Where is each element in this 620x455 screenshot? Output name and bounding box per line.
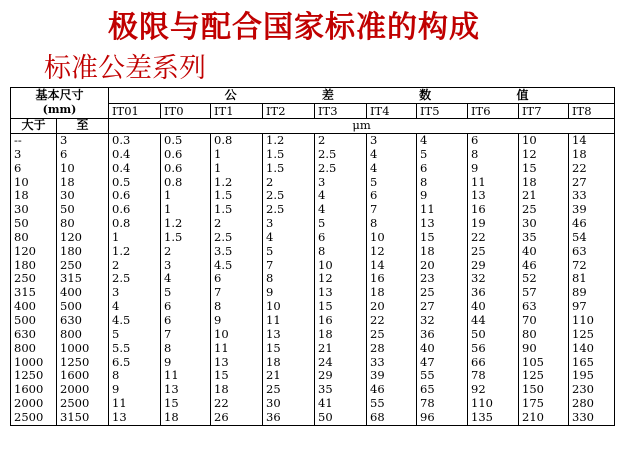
table-cell: 315	[60, 271, 82, 286]
table-cell: 11	[214, 340, 229, 355]
table-cell: 12	[318, 271, 333, 286]
table-cell: 50	[318, 409, 333, 424]
table-cell: 2	[266, 174, 274, 189]
table-cell: 15	[214, 368, 229, 383]
table-cell: 25	[420, 285, 435, 300]
table-cell: 30	[14, 202, 29, 217]
table-cell: 16	[471, 202, 486, 217]
basic-size-header	[11, 88, 109, 119]
table-cell: 3	[318, 174, 326, 189]
table-cell: 40	[522, 243, 537, 258]
table-cell: 6	[60, 146, 68, 161]
table-cell: 180	[14, 257, 36, 272]
table-cell: 500	[14, 312, 36, 327]
table-cell: 800	[60, 326, 82, 341]
table-cell: 5	[112, 326, 120, 341]
table-cell: 11	[420, 202, 435, 217]
table-cell: 63	[572, 243, 587, 258]
table-cell: 29	[471, 257, 486, 272]
table-cell: 2.5	[318, 160, 337, 175]
table-cell: 39	[370, 368, 385, 383]
table-cell: 1600	[14, 382, 44, 397]
table-cell: 330	[572, 409, 594, 424]
table-cell: 18	[420, 243, 435, 258]
table-cell: 16	[370, 271, 385, 286]
table-cell: 52	[522, 271, 537, 286]
table-cell: 0.3	[112, 133, 131, 147]
column-it3	[315, 134, 367, 426]
table-cell: 4	[112, 299, 120, 314]
table-cell: 8	[164, 340, 172, 355]
grade-header: IT4	[367, 104, 417, 119]
table-cell: 5	[318, 216, 326, 231]
table-cell: 250	[14, 271, 36, 286]
table-cell: 280	[572, 396, 594, 411]
basic-size-label: 基本尺寸	[35, 88, 84, 102]
table-cell: 33	[572, 188, 587, 203]
table-cell: 1.5	[164, 229, 183, 244]
table-cell: 30	[266, 396, 281, 411]
table-cell: 15	[318, 299, 333, 314]
table-cell: 16	[318, 312, 333, 327]
table-cell: 35	[522, 229, 537, 244]
table-cell: 9	[471, 160, 479, 175]
table-cell: 63	[522, 299, 537, 314]
table-cell: 165	[572, 354, 594, 369]
table-cell: 3	[112, 285, 120, 300]
table-cell: 18	[214, 382, 229, 397]
grade-header: IT2	[263, 104, 315, 119]
grade-header: IT3	[315, 104, 367, 119]
table-cell: 55	[420, 368, 435, 383]
table-cell: 3	[370, 133, 378, 147]
table-cell: 13	[318, 285, 333, 300]
table-cell: 4	[318, 202, 326, 217]
table-cell: 18	[14, 188, 29, 203]
table-cell: 6	[318, 229, 326, 244]
table-cell: 29	[318, 368, 333, 383]
table-cell: 41	[318, 396, 333, 411]
table-cell: 55	[370, 396, 385, 411]
grade-header: IT0	[161, 104, 211, 119]
table-cell: 15	[266, 340, 281, 355]
table-cell: 2500	[60, 396, 90, 411]
table-cell: 5	[266, 243, 274, 258]
table-cell: 15	[164, 396, 179, 411]
table-cell: 72	[572, 257, 587, 272]
table-cell: 57	[522, 285, 537, 300]
column-it7	[519, 134, 569, 426]
table-cell: 13	[112, 409, 127, 424]
table-cell: 18	[164, 409, 179, 424]
table-cell: 3	[14, 146, 22, 161]
table-cell: 21	[522, 188, 537, 203]
table-cell: 0.6	[164, 146, 183, 161]
table-cell: 50	[14, 216, 29, 231]
table-cell: 315	[14, 285, 36, 300]
table-cell: 0.8	[164, 174, 183, 189]
table-cell: 11	[266, 312, 281, 327]
table-cell: 2	[112, 257, 120, 272]
table-cell: 15	[420, 229, 435, 244]
table-cell: 1.2	[214, 174, 233, 189]
table-cell: 36	[471, 285, 486, 300]
table-cell: 56	[471, 340, 486, 355]
table-cell: 10	[214, 326, 229, 341]
table-cell: 28	[370, 340, 385, 355]
unit-label: μm	[109, 119, 615, 134]
table-cell: 47	[420, 354, 435, 369]
table-cell: 7	[370, 202, 378, 217]
table-cell: 120	[14, 243, 36, 258]
table-cell: 2500	[14, 409, 44, 424]
table-cell: 25	[522, 202, 537, 217]
table-cell: 18	[572, 146, 587, 161]
table-cell: 1.5	[266, 146, 285, 161]
table-cell: 3	[266, 216, 274, 231]
table-cell: 13	[471, 188, 486, 203]
table-cell: 10	[522, 133, 537, 147]
table-cell: 13	[266, 326, 281, 341]
table-cell: 8	[420, 174, 428, 189]
table-cell: 630	[60, 312, 82, 327]
table-cell: 1	[164, 202, 172, 217]
table-cell: 6	[370, 188, 378, 203]
grade-header: IT6	[468, 104, 519, 119]
table-cell: 0.8	[112, 216, 131, 231]
table-cell: 25	[370, 326, 385, 341]
table-cell: 4	[370, 160, 378, 175]
table-cell: 46	[370, 382, 385, 397]
slide-title: 极限与配合国家标准的构成	[108, 10, 480, 45]
table-cell: 0.6	[112, 188, 131, 203]
table-cell: 54	[572, 229, 587, 244]
table-cell: 1.2	[266, 133, 285, 147]
table-cell: 230	[572, 382, 594, 397]
table-cell: 500	[60, 299, 82, 314]
table-cell: 96	[420, 409, 435, 424]
grade-header: IT1	[211, 104, 263, 119]
grade-header: IT5	[417, 104, 468, 119]
grade-header: IT7	[519, 104, 569, 119]
table-cell: 26	[214, 409, 229, 424]
table-cell: 46	[572, 216, 587, 231]
table-cell: 5.5	[112, 340, 131, 355]
table-cell: 1	[214, 160, 222, 175]
table-cell: 6	[471, 133, 479, 147]
table-cell: 40	[420, 340, 435, 355]
table-cell: 1	[164, 188, 172, 203]
column-to	[57, 134, 109, 426]
table-cell: 0.8	[214, 133, 233, 147]
table-cell: 400	[60, 285, 82, 300]
table-cell: 9	[214, 312, 222, 327]
table-cell: 15	[522, 160, 537, 175]
slide-subtitle: 标准公差系列	[44, 53, 206, 84]
table-cell: 78	[471, 368, 486, 383]
table-cell: 11	[164, 368, 179, 383]
tolerance-header-char: 差	[321, 88, 334, 102]
table-cell: 80	[522, 326, 537, 341]
table-cell: 13	[214, 354, 229, 369]
table-cell: 5	[164, 285, 172, 300]
column-it5	[417, 134, 468, 426]
table-cell: 400	[14, 299, 36, 314]
table-cell: 40	[471, 299, 486, 314]
tolerance-table	[10, 87, 615, 426]
table-cell: 250	[60, 257, 82, 272]
table-cell: 5	[420, 146, 428, 161]
table-cell: 12	[522, 146, 537, 161]
table-cell: 25	[471, 243, 486, 258]
table-cell: 110	[572, 312, 594, 327]
table-cell: 39	[572, 202, 587, 217]
table-cell: 105	[522, 354, 544, 369]
table-cell: 8	[266, 271, 274, 286]
table-cell: 4.5	[112, 312, 131, 327]
table-cell: 8	[471, 146, 479, 161]
table-cell: 32	[420, 312, 435, 327]
table-cell: 35	[318, 382, 333, 397]
table-cell: 81	[572, 271, 587, 286]
table-cell: 22	[471, 229, 486, 244]
table-cell: 4	[420, 133, 428, 147]
table-cell: 4	[266, 229, 274, 244]
table-cell: 14	[370, 257, 385, 272]
table-cell: 2.5	[266, 188, 285, 203]
table-cell: 30	[522, 216, 537, 231]
grade-header: IT8	[569, 104, 615, 119]
table-cell: 97	[572, 299, 587, 314]
basic-size-unit: (mm)	[42, 103, 77, 116]
table-cell: 125	[522, 368, 544, 383]
table-cell: 22	[572, 160, 587, 175]
table-cell: 1600	[60, 368, 90, 383]
table-cell: 18	[60, 174, 75, 189]
table-cell: 9	[112, 382, 120, 397]
table-cell: 22	[214, 396, 229, 411]
table-cell: 1.2	[164, 216, 183, 231]
table-cell: 20	[370, 299, 385, 314]
table-cell: 18	[318, 326, 333, 341]
to-header: 至	[57, 119, 109, 134]
table-cell: 70	[522, 312, 537, 327]
table-cell: 1.5	[214, 188, 233, 203]
table-cell: 21	[318, 340, 333, 355]
table-cell: 1250	[14, 368, 44, 383]
table-cell: 180	[60, 243, 82, 258]
table-cell: 89	[572, 285, 587, 300]
table-cell: 120	[60, 229, 82, 244]
table-cell: 0.4	[112, 146, 131, 161]
table-cell: 0.4	[112, 160, 131, 175]
table-cell: 44	[471, 312, 486, 327]
table-cell: 0.5	[164, 133, 183, 147]
table-cell: 2000	[60, 382, 90, 397]
table-cell: 0.6	[112, 202, 131, 217]
table-cell: 2	[164, 243, 172, 258]
table-cell: 3	[164, 257, 172, 272]
table-cell: 4	[370, 146, 378, 161]
table-cell: 140	[572, 340, 594, 355]
table-cell: 11	[112, 396, 127, 411]
table-cell: 80	[14, 229, 29, 244]
table-cell: 92	[471, 382, 486, 397]
table-cell: 21	[266, 368, 281, 383]
table-cell: 36	[266, 409, 281, 424]
table-cell: 18	[370, 285, 385, 300]
table-cell: 2.5	[318, 146, 337, 161]
table-cell: 2.5	[214, 229, 233, 244]
table-cell: 5	[370, 174, 378, 189]
table-cell: 50	[471, 326, 486, 341]
table-cell: 7	[266, 257, 274, 272]
table-cell: 13	[420, 216, 435, 231]
table-cell: 24	[318, 354, 333, 369]
table-cell: 68	[370, 409, 385, 424]
table-cell: 630	[14, 326, 36, 341]
table-cell: 6	[164, 299, 172, 314]
table-cell: 46	[522, 257, 537, 272]
table-cell: 10	[370, 229, 385, 244]
table-cell: 1000	[60, 340, 90, 355]
table-cell: 10	[266, 299, 281, 314]
table-cell: 4	[318, 188, 326, 203]
table-cell: 10	[318, 257, 333, 272]
over-header: 大于	[11, 119, 57, 134]
table-body-row	[11, 134, 615, 426]
table-cell: 6.5	[112, 354, 131, 369]
table-cell: 1.2	[112, 243, 131, 258]
table-cell: 150	[522, 382, 544, 397]
table-cell: 135	[471, 409, 493, 424]
table-cell: 27	[572, 174, 587, 189]
tolerance-header-char: 数	[419, 88, 432, 102]
table-cell: 65	[420, 382, 435, 397]
table-cell: 0.5	[112, 174, 131, 189]
table-cell: 78	[420, 396, 435, 411]
table-cell: 9	[266, 285, 274, 300]
table-cell: 3150	[60, 409, 90, 424]
table-cell: 25	[266, 382, 281, 397]
table-cell: 50	[60, 202, 75, 217]
tolerance-header-char: 值	[516, 88, 529, 102]
table-cell: 1.5	[266, 160, 285, 175]
table-cell: 8	[318, 243, 326, 258]
table-cell: 12	[370, 243, 385, 258]
table-cell: 10	[14, 174, 29, 189]
table-cell: 14	[572, 133, 587, 147]
column-it4	[367, 134, 417, 426]
table-cell: 19	[471, 216, 486, 231]
column-it2	[263, 134, 315, 426]
table-cell: 1	[112, 229, 120, 244]
table-cell: 195	[572, 368, 594, 383]
tolerance-header-char: 公	[224, 88, 237, 102]
table-cell: 2	[318, 133, 326, 147]
table-cell: 2.5	[112, 271, 131, 286]
table-cell: 3.5	[214, 243, 233, 258]
table-cell: 32	[471, 271, 486, 286]
table-cell: 110	[471, 396, 493, 411]
table-cell: 175	[522, 396, 544, 411]
table-cell: 800	[14, 340, 36, 355]
column-it8	[569, 134, 615, 426]
table-cell: 2	[214, 216, 222, 231]
table-cell: 10	[60, 160, 75, 175]
table-cell: 8	[370, 216, 378, 231]
table-cell: 36	[420, 326, 435, 341]
table-cell: 18	[266, 354, 281, 369]
table-cell: 1	[214, 146, 222, 161]
table-cell: 18	[522, 174, 537, 189]
table-cell: 23	[420, 271, 435, 286]
table-cell: 22	[370, 312, 385, 327]
table-cell: 6	[214, 271, 222, 286]
table-cell: 1.5	[214, 202, 233, 217]
table-cell: 33	[370, 354, 385, 369]
table-cell: 13	[164, 382, 179, 397]
column-over	[11, 134, 57, 426]
table-cell: 66	[471, 354, 486, 369]
table-cell: 2.5	[266, 202, 285, 217]
table-cell: 8	[112, 368, 120, 383]
table-cell: 6	[420, 160, 428, 175]
table-cell: 7	[214, 285, 222, 300]
table-cell: 27	[420, 299, 435, 314]
table-cell: 80	[60, 216, 75, 231]
table-cell: 7	[164, 326, 172, 341]
table-cell: 0.6	[164, 160, 183, 175]
table-cell: 11	[471, 174, 486, 189]
table-cell: 125	[572, 326, 594, 341]
table-cell: 90	[522, 340, 537, 355]
column-it1	[211, 134, 263, 426]
table-cell: 6	[14, 160, 22, 175]
table-cell: 4	[164, 271, 172, 286]
table-cell: 20	[420, 257, 435, 272]
table-cell: 4.5	[214, 257, 233, 272]
table-cell: 6	[164, 312, 172, 327]
table-cell: 210	[522, 409, 544, 424]
column-it6	[468, 134, 519, 426]
column-it01	[109, 134, 161, 426]
table-cell: 30	[60, 188, 75, 203]
table-cell: --	[14, 133, 22, 147]
unit-row	[11, 119, 615, 134]
column-it0	[161, 134, 211, 426]
tolerance-value-header	[109, 88, 615, 104]
table-cell: 9	[420, 188, 428, 203]
table-cell: 3	[60, 133, 68, 147]
table-cell: 1000	[14, 354, 44, 369]
table-cell: 8	[214, 299, 222, 314]
table-cell: 9	[164, 354, 172, 369]
table-cell: 1250	[60, 354, 90, 369]
grade-header: IT01	[109, 104, 161, 119]
table-cell: 2000	[14, 396, 44, 411]
